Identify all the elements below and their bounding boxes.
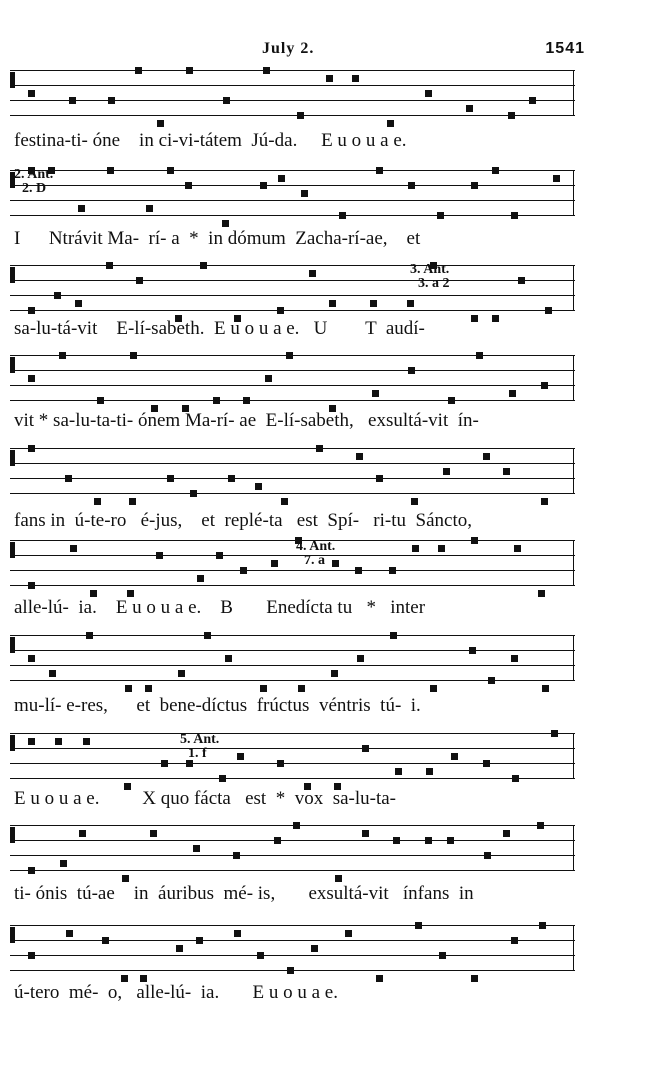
- clef-icon: [10, 357, 15, 373]
- clef-icon: [10, 267, 15, 283]
- neume: [541, 498, 548, 505]
- neume: [316, 445, 323, 452]
- staff-line: [10, 585, 575, 586]
- neume: [145, 685, 152, 692]
- staff-line: [10, 170, 575, 171]
- neume: [90, 590, 97, 597]
- neume: [135, 67, 142, 74]
- staff-line: [10, 570, 575, 571]
- neume: [167, 167, 174, 174]
- bar-line: [573, 540, 574, 586]
- neume: [286, 352, 293, 359]
- neume: [287, 967, 294, 974]
- staff-line: [10, 215, 575, 216]
- neume: [69, 97, 76, 104]
- neume: [102, 937, 109, 944]
- neume: [223, 97, 230, 104]
- neume: [200, 262, 207, 269]
- neume: [512, 775, 519, 782]
- neume: [511, 937, 518, 944]
- neume: [28, 738, 35, 745]
- clef-icon: [10, 827, 15, 843]
- neume: [176, 945, 183, 952]
- bar-line: [573, 265, 574, 311]
- neume: [415, 922, 422, 929]
- neume: [274, 837, 281, 844]
- neume: [390, 632, 397, 639]
- neume: [451, 753, 458, 760]
- neume: [196, 937, 203, 944]
- neume: [476, 352, 483, 359]
- neume: [54, 292, 61, 299]
- neume: [237, 753, 244, 760]
- neume: [55, 738, 62, 745]
- bar-line: [573, 825, 574, 871]
- lyric-line: sa-lu-tá-vit E-lí-sabeth. E u o u a e. U T audí-: [14, 318, 425, 339]
- neume: [393, 837, 400, 844]
- neume: [492, 315, 499, 322]
- staff-line: [10, 200, 575, 201]
- neume: [78, 205, 85, 212]
- neume: [345, 930, 352, 937]
- neume: [75, 300, 82, 307]
- neume: [329, 300, 336, 307]
- neume: [216, 552, 223, 559]
- clef-icon: [10, 72, 15, 88]
- antiphon-label: [180, 733, 219, 761]
- staff-line: [10, 100, 575, 101]
- staff-line: [10, 665, 575, 666]
- staff-4: [10, 355, 575, 401]
- antiphon-label: [296, 540, 335, 568]
- neume: [357, 655, 364, 662]
- staff-line: [10, 265, 575, 266]
- clef-icon: [10, 637, 15, 653]
- lyric-line: fans in ú-te-ro é-jus, et replé-ta est Spí- ri-tu Sáncto,: [14, 510, 472, 531]
- neume: [60, 860, 67, 867]
- staff-line: [10, 478, 575, 479]
- neume: [411, 498, 418, 505]
- neume: [161, 760, 168, 767]
- neume: [243, 397, 250, 404]
- staff-line: [10, 748, 575, 749]
- neume: [59, 352, 66, 359]
- antiphon-mode: 3. a 2: [418, 276, 450, 291]
- neume: [129, 498, 136, 505]
- neume: [140, 975, 147, 982]
- staff-3: [10, 262, 575, 311]
- staff-line: [10, 635, 575, 636]
- staff-line: [10, 493, 575, 494]
- staff-line: [10, 85, 575, 86]
- neume: [483, 453, 490, 460]
- neume: [539, 922, 546, 929]
- neume: [222, 220, 229, 227]
- neume: [301, 190, 308, 197]
- neume: [376, 975, 383, 982]
- neume: [260, 182, 267, 189]
- neume: [508, 112, 515, 119]
- staff-6: [10, 540, 575, 586]
- neume: [271, 560, 278, 567]
- antiphon-number: 3. Ant.: [410, 262, 450, 277]
- neume: [136, 277, 143, 284]
- neume: [127, 590, 134, 597]
- staff-line: [10, 840, 575, 841]
- staff-9: [10, 825, 575, 871]
- neume: [156, 552, 163, 559]
- neume: [125, 685, 132, 692]
- bar-line: [573, 355, 574, 401]
- neume: [541, 382, 548, 389]
- neume: [167, 475, 174, 482]
- neume: [107, 167, 114, 174]
- neume: [228, 475, 235, 482]
- bar-line: [573, 733, 574, 779]
- staff-line: [10, 540, 575, 541]
- neume: [185, 182, 192, 189]
- neume: [471, 182, 478, 189]
- staff-7: [10, 635, 575, 681]
- neume: [537, 822, 544, 829]
- bar-line: [573, 635, 574, 681]
- neume: [297, 112, 304, 119]
- neume: [277, 307, 284, 314]
- neume: [234, 930, 241, 937]
- staff-8: [10, 733, 575, 779]
- neume: [49, 670, 56, 677]
- neume: [355, 567, 362, 574]
- neume: [121, 975, 128, 982]
- lyric-line: E u o u a e. X quo fácta est * vox sa-lu-ta-: [14, 788, 397, 809]
- neume: [469, 647, 476, 654]
- neume: [503, 830, 510, 837]
- lyric-line: festina-ti- óne in ci-vi-tátem Jú-da. E u o u a e.: [14, 130, 407, 151]
- neume: [362, 830, 369, 837]
- neume: [412, 545, 419, 552]
- staff-line: [10, 955, 575, 956]
- neume: [83, 738, 90, 745]
- neume: [281, 498, 288, 505]
- neume: [311, 945, 318, 952]
- neume: [70, 545, 77, 552]
- neume: [28, 655, 35, 662]
- neume: [484, 852, 491, 859]
- staff-line: [10, 925, 575, 926]
- neume: [255, 483, 262, 490]
- staff-line: [10, 448, 575, 449]
- neume: [97, 397, 104, 404]
- neume: [407, 300, 414, 307]
- lyric-line: I Ntrávit Ma- rí- a * in dómum Zacha-rí-ae, et: [14, 228, 421, 249]
- neume: [277, 760, 284, 767]
- neume: [309, 270, 316, 277]
- neume: [430, 685, 437, 692]
- neume: [483, 760, 490, 767]
- neume: [225, 655, 232, 662]
- neume: [425, 90, 432, 97]
- neume: [352, 75, 359, 82]
- neume: [186, 67, 193, 74]
- neume: [509, 390, 516, 397]
- neume: [28, 90, 35, 97]
- neume: [186, 760, 193, 767]
- lyric-line: alle-lú- ia. E u o u a e. B Enedícta tu * inter: [14, 597, 426, 618]
- neume: [471, 537, 478, 544]
- staff-line: [10, 295, 575, 296]
- staff-line: [10, 370, 575, 371]
- clef-icon: [10, 735, 15, 751]
- neume: [204, 632, 211, 639]
- neume: [514, 545, 521, 552]
- neume: [372, 390, 379, 397]
- neume: [545, 307, 552, 314]
- lyric-line: ú-tero mé- o, alle-lú- ia. E u o u a e.: [14, 982, 338, 1003]
- neume: [471, 315, 478, 322]
- antiphon-number: 5. Ant.: [180, 732, 220, 747]
- neume: [335, 875, 342, 882]
- antiphon-mode: 7. a: [304, 553, 325, 568]
- staff-line: [10, 280, 575, 281]
- neume: [146, 205, 153, 212]
- neume: [438, 545, 445, 552]
- neume: [551, 730, 558, 737]
- staff-line: [10, 763, 575, 764]
- lyric-line: mu-lí- e-res, et bene-díctus frúctus véntris tú- i.: [14, 695, 421, 716]
- lyric-line: ti- ónis tú-ae in áuribus mé- is, exsultá-vit ínfans in: [14, 883, 474, 904]
- bar-line: [573, 925, 574, 971]
- neume: [326, 75, 333, 82]
- neume: [437, 212, 444, 219]
- neume: [408, 182, 415, 189]
- staff-line: [10, 778, 575, 779]
- neume: [529, 97, 536, 104]
- neume: [356, 453, 363, 460]
- neume: [233, 852, 240, 859]
- neume: [94, 498, 101, 505]
- neume: [389, 567, 396, 574]
- staff-2: [10, 167, 575, 216]
- staff-5: [10, 448, 575, 494]
- neume: [28, 375, 35, 382]
- staff-line: [10, 70, 575, 71]
- staff-line: [10, 400, 575, 401]
- neume: [511, 655, 518, 662]
- neume: [265, 375, 272, 382]
- staff-1: [10, 70, 575, 116]
- clef-icon: [10, 450, 15, 466]
- neume: [122, 875, 129, 882]
- neume: [257, 952, 264, 959]
- neume: [518, 277, 525, 284]
- neume: [260, 685, 267, 692]
- staff-line: [10, 385, 575, 386]
- neume: [553, 175, 560, 182]
- staff-line: [10, 185, 575, 186]
- neume: [130, 352, 137, 359]
- neume: [190, 490, 197, 497]
- neume: [240, 567, 247, 574]
- neume: [339, 212, 346, 219]
- staff-line: [10, 310, 575, 311]
- neume: [197, 575, 204, 582]
- clef-icon: [10, 927, 15, 943]
- neume: [443, 468, 450, 475]
- bar-line: [573, 70, 574, 116]
- clef-icon: [10, 542, 15, 558]
- neume: [447, 837, 454, 844]
- neume: [66, 930, 73, 937]
- neume: [65, 475, 72, 482]
- neume: [193, 845, 200, 852]
- neume: [408, 367, 415, 374]
- neume: [178, 670, 185, 677]
- neume: [28, 867, 35, 874]
- staff-line: [10, 870, 575, 871]
- staff-line: [10, 733, 575, 734]
- neume: [387, 120, 394, 127]
- antiphon-mode: 1. f: [188, 746, 207, 761]
- neume: [488, 677, 495, 684]
- neume: [425, 837, 432, 844]
- neume: [331, 670, 338, 677]
- neume: [213, 397, 220, 404]
- staff-line: [10, 650, 575, 651]
- neume: [538, 590, 545, 597]
- staff-line: [10, 940, 575, 941]
- staff-line: [10, 115, 575, 116]
- neume: [448, 397, 455, 404]
- neume: [503, 468, 510, 475]
- neume: [492, 167, 499, 174]
- neume: [439, 952, 446, 959]
- staff-10: [10, 925, 575, 971]
- neume: [86, 632, 93, 639]
- antiphon-label: [14, 168, 53, 196]
- antiphon-number: 2. Ant.: [14, 167, 54, 182]
- neume: [298, 685, 305, 692]
- bar-line: [573, 170, 574, 216]
- page-title: July 2.: [262, 40, 315, 57]
- neume: [28, 307, 35, 314]
- neume: [79, 830, 86, 837]
- neume: [106, 262, 113, 269]
- lyric-line: vit * sa-lu-ta-ti- ónem Ma-rí- ae E-lí-sabeth, exsultá-vit ín-: [14, 410, 479, 431]
- neume: [293, 822, 300, 829]
- neume: [28, 582, 35, 589]
- neume: [370, 300, 377, 307]
- neume: [511, 212, 518, 219]
- neume: [376, 475, 383, 482]
- neume: [466, 105, 473, 112]
- neume: [150, 830, 157, 837]
- neume: [376, 167, 383, 174]
- neume: [219, 775, 226, 782]
- staff-line: [10, 555, 575, 556]
- neume: [542, 685, 549, 692]
- neume: [157, 120, 164, 127]
- neume: [28, 952, 35, 959]
- antiphon-number: 4. Ant.: [296, 539, 336, 554]
- page-number: 1541: [545, 40, 585, 57]
- neume: [278, 175, 285, 182]
- neume: [28, 445, 35, 452]
- antiphon-mode: 2. D: [22, 181, 47, 196]
- neume: [108, 97, 115, 104]
- neume: [362, 745, 369, 752]
- neume: [263, 67, 270, 74]
- staff-line: [10, 463, 575, 464]
- bar-line: [573, 448, 574, 494]
- antiphon-label: [410, 263, 450, 291]
- neume: [471, 975, 478, 982]
- neume: [395, 768, 402, 775]
- neume: [426, 768, 433, 775]
